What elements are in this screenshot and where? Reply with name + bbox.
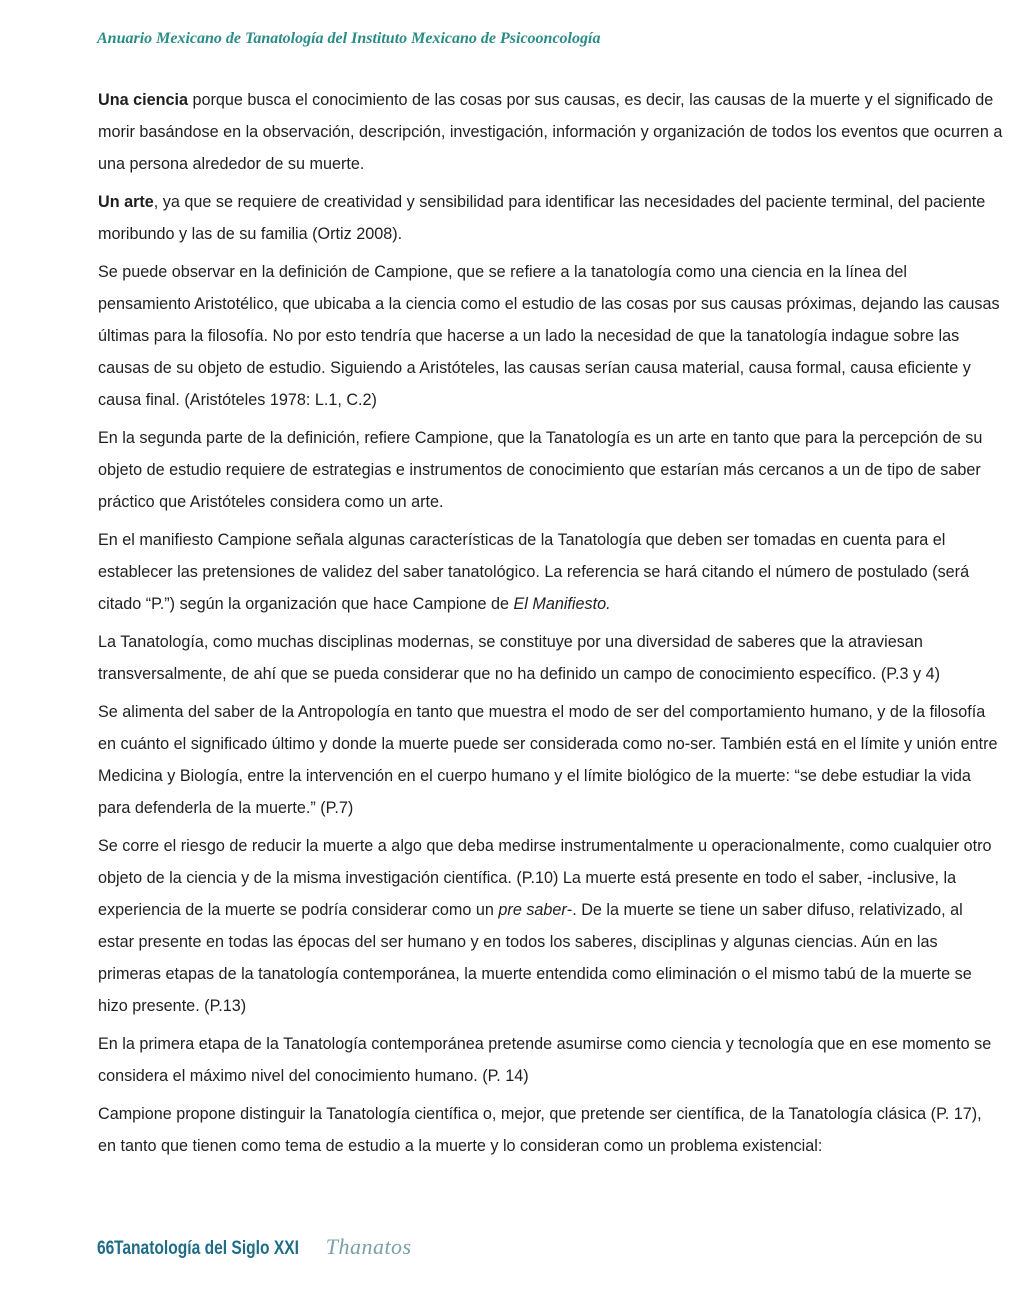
manifiesto-title: El Manifiesto. [513,595,611,613]
paragraph-second-part: En la segunda parte de la definición, refiere Campione, que la Tanatología es un arte en tanto que para la percepción de su objeto de estudio requiere de estrategias e instrumentos de conocimiento que estarían más cercanos a un de tipo de saber práctico que Aristóteles considera como un arte. [98,429,983,511]
paragraph-primera-etapa: En la primera etapa de la Tanatología contemporánea pretende asumirse como ciencia y tecnología que en ese momento se considera el máximo nivel del conocimiento humano. (P. 14) [98,1035,992,1085]
term-ciencia: Una ciencia [98,91,188,109]
page-footer [97,1234,412,1266]
paragraph-distinguir: Campione propone distinguir la Tanatología científica o, mejor, que pretende ser científica, de la Tanatología clásica (P. 17), en tanto que tienen como tema de estudio a la muerte y lo consideran como un problema existencial: [98,1105,982,1155]
paragraph-ciencia [98,84,1003,180]
thanatos-logo: Thanatos [325,1234,412,1259]
journal-title: Tanatología del Siglo XXI [114,1238,300,1259]
paragraph-manifiesto [98,524,1003,620]
article-body [98,84,1003,1168]
paragraph-riesgo [98,830,1003,1022]
paragraph-campione-definition: Se puede observar en la definición de Campione, que se refiere a la tanatología como una ciencia en la línea del pensamiento Aristotélico, que ubicaba a la ciencia como el estudio de las cosas por sus causas próximas, dejando las causas últimas para la filosofía. No por esto tendría que hacerse a un lado la necesidad de que la tanatología indague sobre las causas de su objeto de estudio. Siguiendo a Aristóteles, las causas serían causa material, causa formal, causa eficiente y causa final. (Aristóteles 1978: L.1, C.2) [98,263,1000,409]
paragraph-ciencia-text: porque busca el conocimiento de las cosas por sus causas, es decir, las causas de la muerte y el significado de morir basándose en la observación, descripción, investigación, información y organización de todos los eventos que ocurren a una persona alrededor de su muerte. [98,91,1003,173]
term-arte: Un arte [98,193,154,211]
paragraph-disciplinas: La Tanatología, como muchas disciplinas modernas, se constituye por una diversidad de saberes que la atraviesan transversalmente, de ahí que se pueda considerar que no ha definido un campo de conocimiento específico. (P.3 y 4) [98,633,940,683]
pre-saber-term: pre saber [498,901,567,919]
paragraph-antropologia: Se alimenta del saber de la Antropología en tanto que muestra el modo de ser del comportamiento humano, y de la filosofía en cuánto el significado último y donde la muerte puede ser considerada como no-ser. También está en el límite y unión entre Medicina y Biología, entre la intervención en el cuerpo humano y el límite biológico de la muerte: “se debe estudiar la vida para defenderla de la muerte.” (P.7) [98,703,998,817]
paragraph-manifiesto-text: En el manifiesto Campione señala algunas características de la Tanatología que deben ser tomadas en cuenta para el establecer las pretensiones de validez del saber tanatológico. La referencia se hará citando el número de postulado (será citado “P.”) según la organización que hace Campione de [98,531,970,613]
paragraph-arte [98,186,1003,250]
running-header: Anuario Mexicano de Tanatología del Instituto Mexicano de Psicooncología [97,30,601,47]
paragraph-arte-text: , ya que se requiere de creatividad y sensibilidad para identificar las necesidades del paciente terminal, del paciente moribundo y las de su familia (Ortiz 2008). [98,193,986,243]
paragraph-riesgo-text-b: -. De la muerte se tiene un saber difuso, relativizado, al estar presente en todas las épocas del ser humano y en todos los saberes, disciplinas y algunas ciencias. Aún en las primeras etapas de la tanatología contemporánea, la muerte entendida como eliminación o el mismo tabú de la muerte se hizo presente. (P.13) [98,901,972,1015]
page-number: 66 [97,1238,115,1259]
paragraph-riesgo-text-a: Se corre el riesgo de reducir la muerte a algo que deba medirse instrumentalmente u operacionalmente, como cualquier otro objeto de la ciencia y de la misma investigación científica. (P.10) La muerte está presente en todo el saber, -inclusive, la experiencia de la muerte se podría considerar como un [98,837,992,919]
